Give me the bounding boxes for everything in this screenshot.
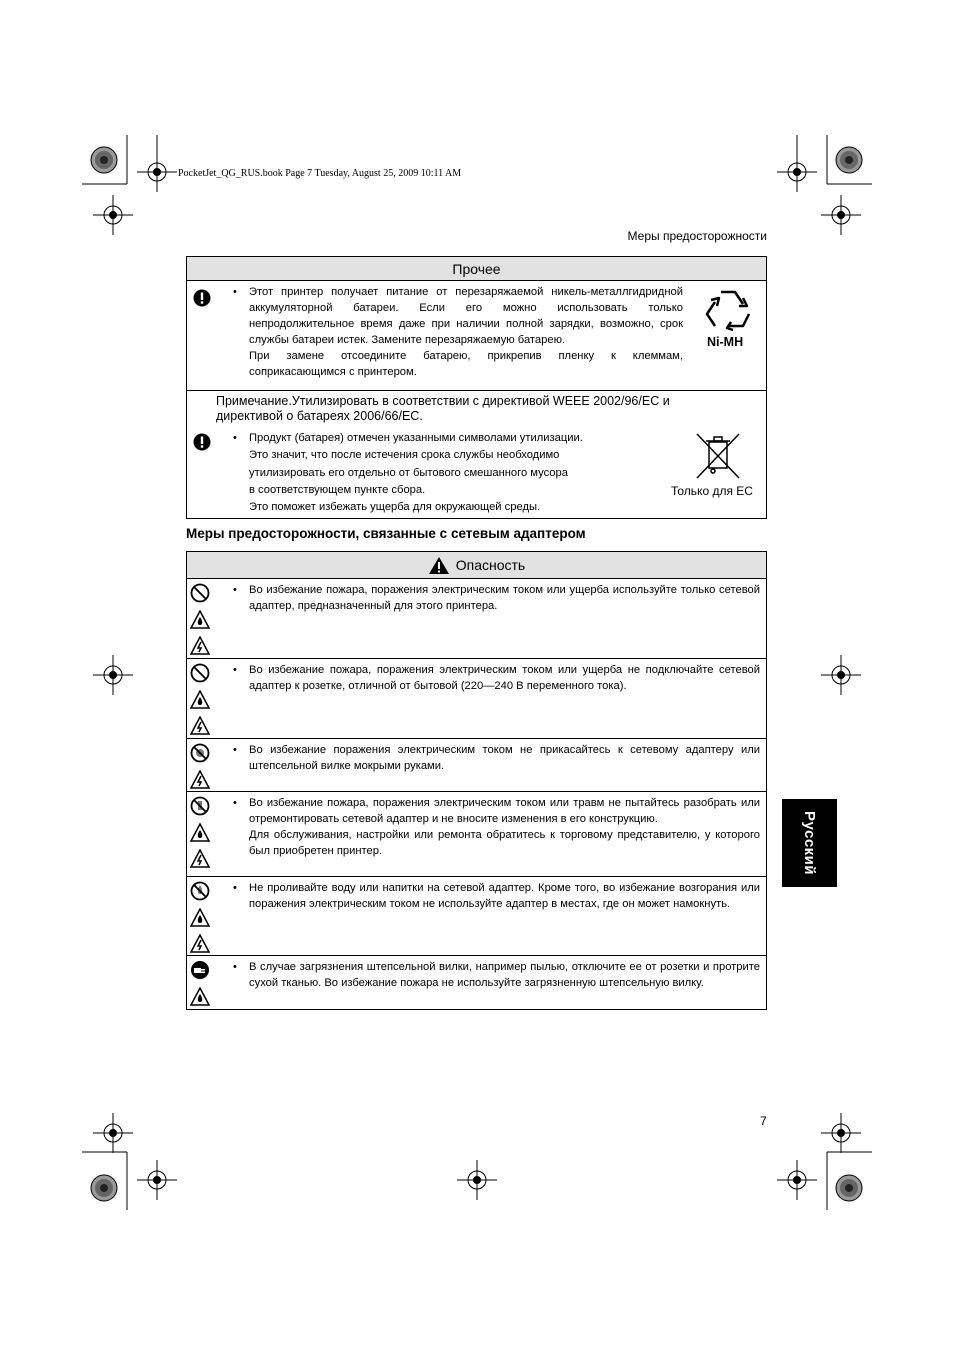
language-tab — [782, 799, 837, 887]
danger-text: • Во избежание пожара, поражения электрическим током или ущерба используйте только сетевой адаптер, предназначенный для этого принтера. — [233, 584, 760, 612]
shock-warning-icon — [190, 770, 210, 789]
danger-row — [187, 956, 766, 1009]
fire-warning-icon — [190, 987, 210, 1006]
danger-row — [187, 792, 766, 877]
table-danger — [186, 551, 767, 1010]
danger-text: • Не проливайте воду или напитки на сетевой адаптер. Кроме того, во избежание возгорания или поражения электрическим током не используйте адаптер в местах, где он может намокнуть. — [233, 882, 760, 910]
table-other-row-battery — [187, 281, 766, 391]
shock-warning-icon — [190, 934, 210, 953]
no-wet-hands-icon — [190, 743, 210, 763]
running-header: Меры предосторожности — [627, 229, 767, 243]
mandatory-icon — [193, 433, 211, 451]
danger-row — [187, 659, 766, 739]
no-liquids-icon — [190, 881, 210, 901]
fire-warning-icon — [190, 690, 210, 709]
disposal-text: • Продукт (батарея) отмечен указанными символами утилизации. Это значит, что после истечения срока службы необходимо утилизировать его отдельно от бытового смешанного мусора в соответствующем пункте сбора. Это поможет избежать ущерба для окружающей среды. — [233, 432, 583, 514]
print-header: PocketJet_QG_RUS.book Page 7 Tuesday, August 25, 2009 10:11 AM — [178, 168, 462, 179]
fire-warning-icon — [190, 823, 210, 842]
prohibition-icon — [190, 583, 210, 603]
danger-row — [187, 739, 766, 792]
danger-text: • В случае загрязнения штепсельной вилки, например пылью, отключите ее от розетки и протрите сухой тканью. Во избежание пожара не используйте загрязненную штепсельную вилку. — [233, 961, 760, 989]
shock-warning-icon — [190, 716, 210, 735]
eu-only-label: Только для ЕС — [671, 484, 753, 498]
table-other-row-disposal — [187, 391, 766, 518]
table-danger-title: Опасность — [455, 557, 526, 573]
crossed-bin-icon — [693, 432, 743, 480]
shock-warning-icon — [190, 849, 210, 868]
page-number: 7 — [760, 1114, 767, 1128]
danger-row — [187, 877, 766, 956]
unplug-icon — [190, 960, 210, 980]
warning-triangle-icon — [428, 556, 450, 575]
table-other — [186, 256, 767, 519]
danger-row — [187, 579, 766, 659]
danger-text: • Во избежание пожара, поражения электрическим током или ущерба не подключайте сетевой адаптер к розетке, отличной от бытовой (220—240 В переменного тока). — [233, 664, 760, 692]
danger-text: • Во избежание пожара, поражения электрическим током или травм не пытайтесь разобрать или отремонтировать сетевой адаптер и не вносите изменения в его конструкцию. Для обслуживания, настройки или ремонта обратитесь к торговому представителю, у которого был приобретен принтер. — [233, 797, 760, 857]
nimh-label: Ni-MH — [707, 335, 744, 349]
danger-text: • Во избежание поражения электрическим током не прикасайтесь к сетевому адаптеру или штепсельной вилке мокрыми руками. — [233, 744, 760, 772]
fire-warning-icon — [190, 908, 210, 927]
disposal-note: Примечание.Утилизировать в соответствии с директивой WEEE 2002/96/EC и директивой о батареях 2006/66/EC. — [216, 394, 670, 423]
recycle-icon — [699, 286, 757, 332]
table-danger-header — [187, 552, 766, 579]
table-other-title: Прочее — [187, 257, 766, 281]
shock-warning-icon — [190, 636, 210, 655]
fire-warning-icon — [190, 610, 210, 629]
mandatory-icon — [193, 289, 211, 307]
battery-text: • Этот принтер получает питание от перезаряжаемой никель-металлгидридной аккумуляторной батареи. Если его можно использовать только непродолжительное время даже при наличии полной зарядки, возможно, срок службы батареи истек. Замените перезаряжаемую батарею. При замене отсоедините батарею, прикрепив пленку к клеммам, соприкасающимся с принтером. — [233, 286, 683, 378]
no-disassembly-icon — [190, 796, 210, 816]
language-tab-label: Русский — [801, 810, 818, 876]
prohibition-icon — [190, 663, 210, 683]
adapter-section-title: Меры предосторожности, связанные с сетевым адаптером — [186, 526, 586, 541]
